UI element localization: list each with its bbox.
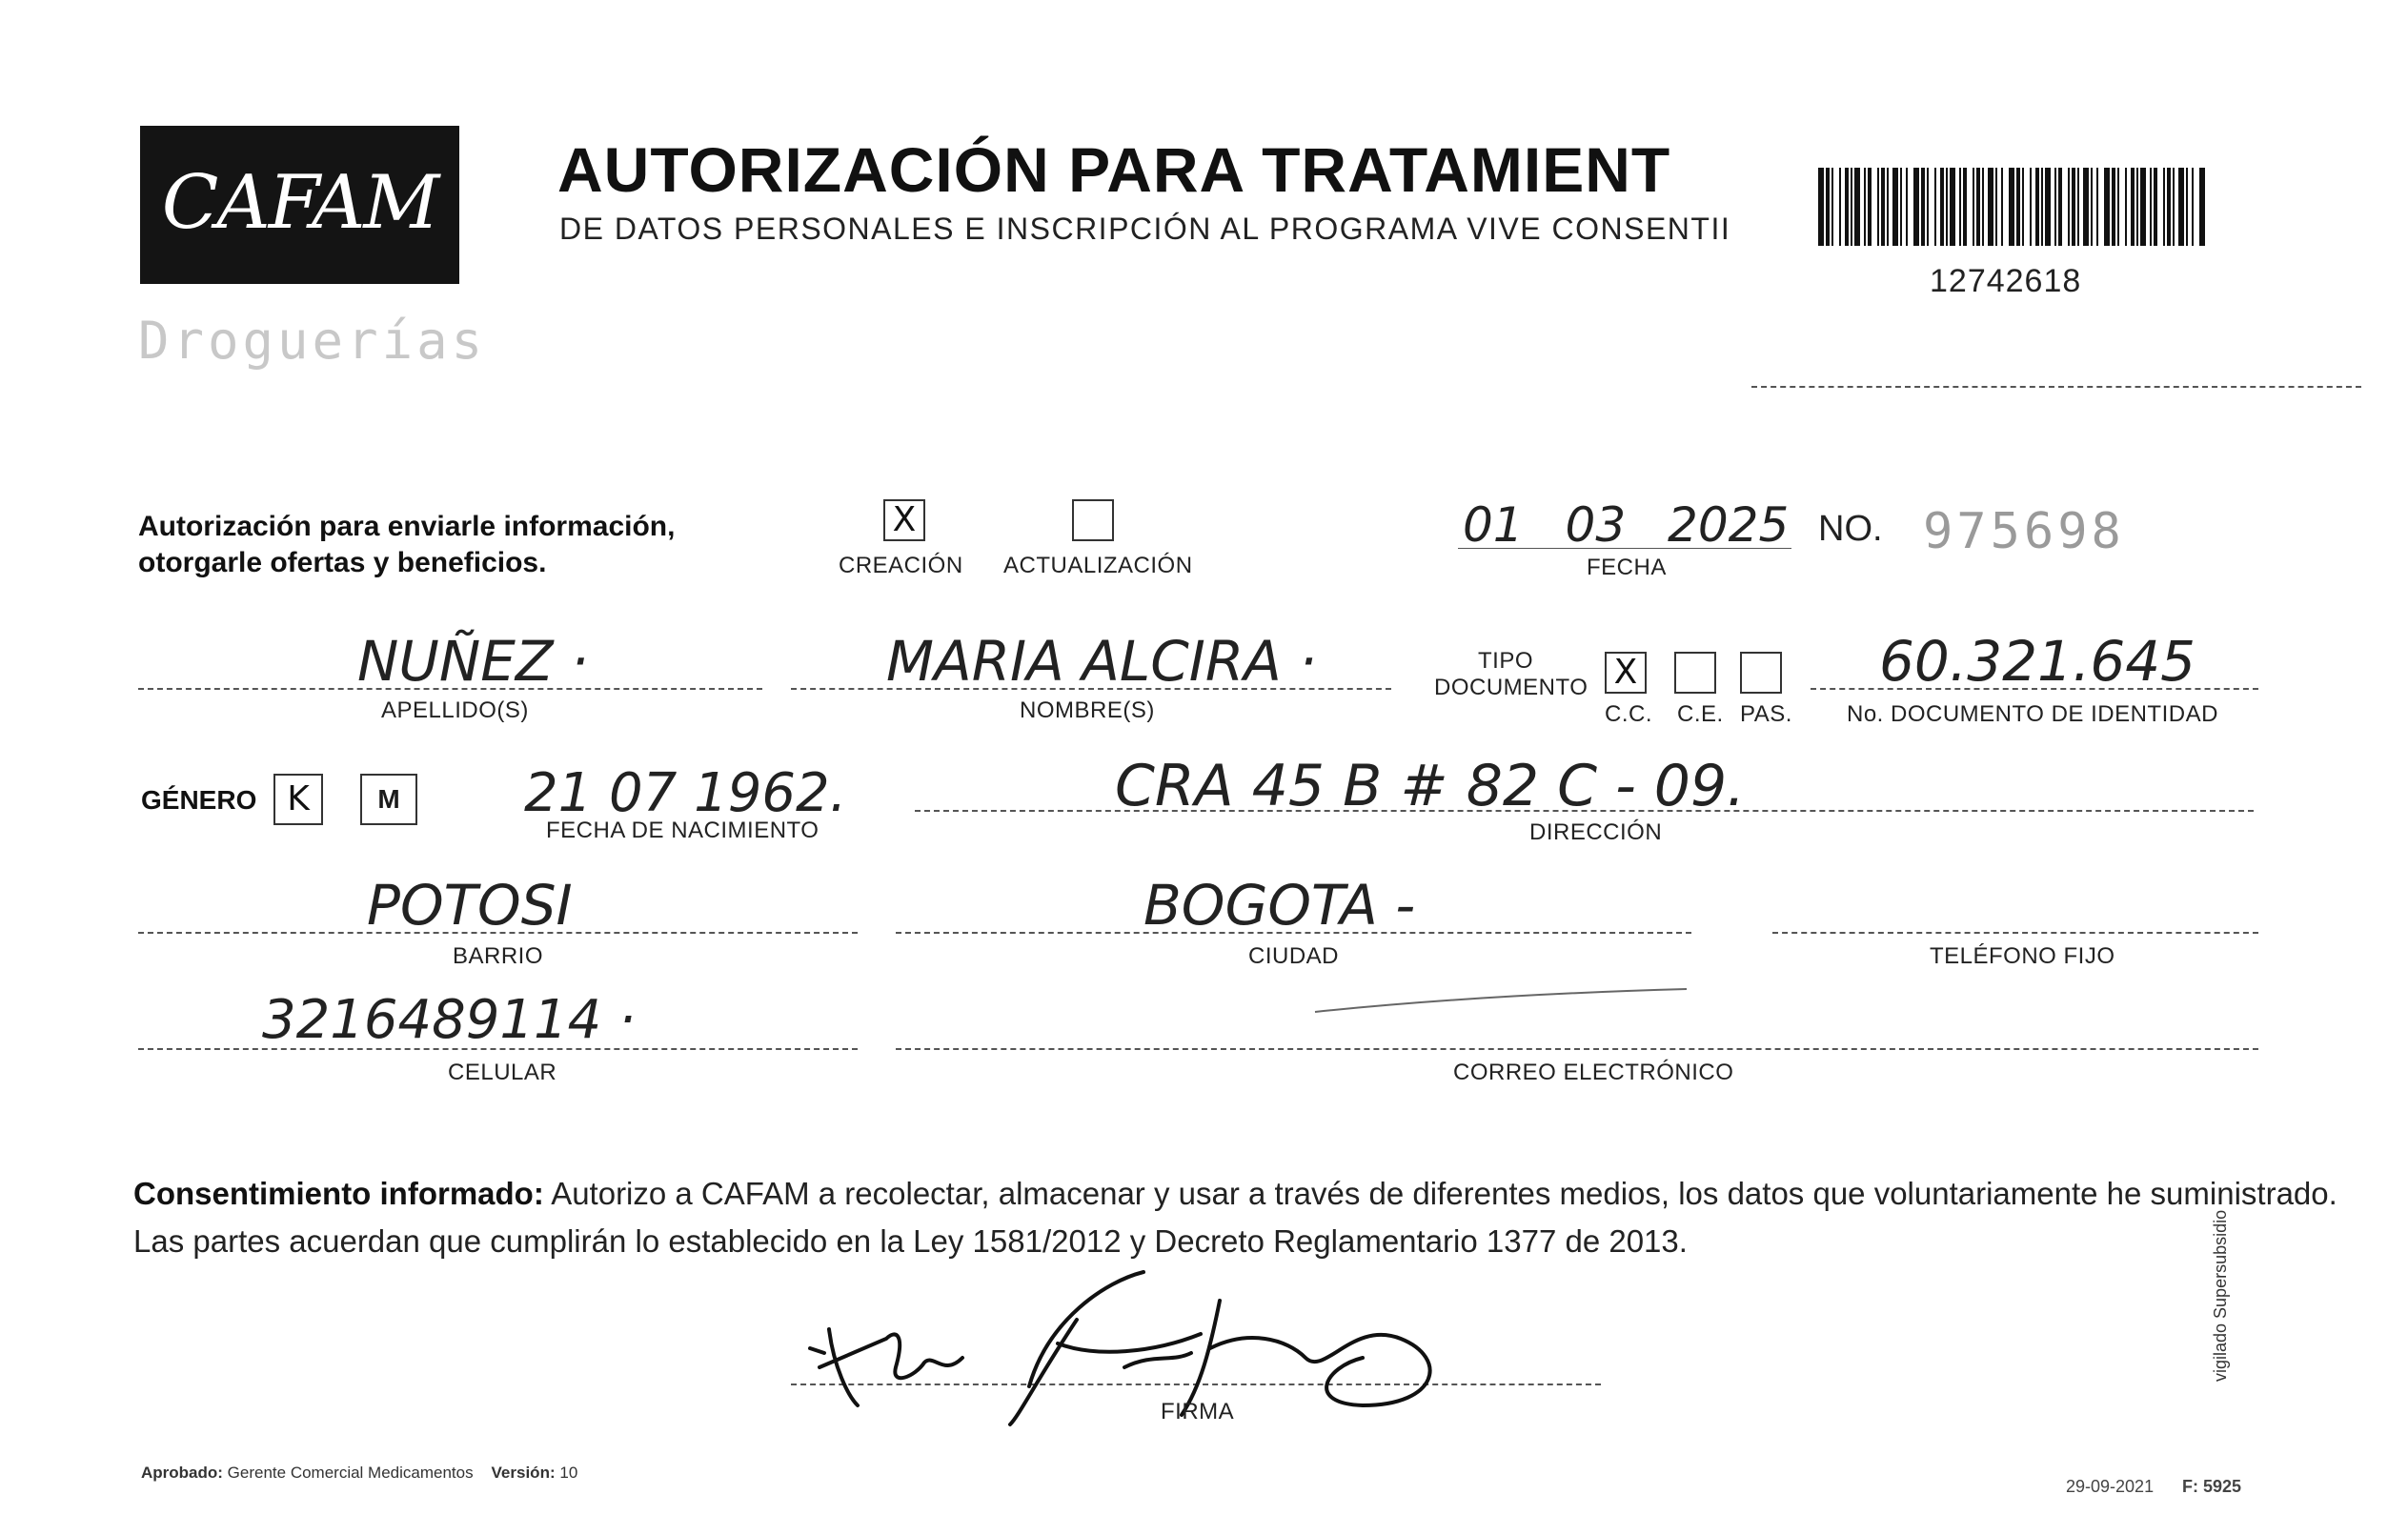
apellidos-value[interactable]: NUÑEZ ·: [357, 629, 589, 694]
barcode-bar: [2125, 168, 2127, 246]
barcode-bar: [2192, 168, 2194, 246]
creacion-label: CREACIÓN: [839, 553, 963, 578]
barcode-bar: [1900, 168, 1902, 246]
barcode-bar: [1963, 168, 1967, 246]
pas-label: PAS.: [1740, 701, 1792, 727]
barcode-bar: [1950, 168, 1955, 246]
logo-text: CAFAM: [161, 160, 438, 246]
authorization-text-line1: Autorización para enviarle información,: [138, 511, 676, 542]
barcode-bar: [2150, 168, 2152, 246]
barcode-number: 12742618: [1930, 263, 2082, 299]
fecha-label: FECHA: [1587, 555, 1667, 580]
document-subtitle: DE DATOS PERSONALES E INSCRIPCIÓN AL PROGRAMA VIVE CONSENTII: [559, 212, 1731, 246]
barcode-bar: [2112, 168, 2115, 246]
barcode-bar: [1959, 168, 1961, 246]
fecha-value: 01 03 2025: [1463, 497, 1790, 553]
barcode-bar: [1877, 168, 1879, 246]
barcode-bar: [2167, 168, 2171, 246]
apellidos-label: APELLIDO(S): [381, 697, 529, 723]
barcode-bar: [2035, 168, 2039, 246]
barcode-bar: [1881, 168, 1885, 246]
barcode-bar: [1976, 168, 1980, 246]
documento-value[interactable]: 60.321.645: [1879, 629, 2196, 694]
barcode-bar: [1921, 168, 1925, 246]
no-value: 975698: [1923, 503, 2125, 560]
barcode-bar: [1906, 168, 1908, 246]
signature: [791, 1262, 1477, 1434]
document-title: AUTORIZACIÓN PARA TRATAMIENT: [557, 134, 1671, 205]
footer-date: 29-09-2021: [2066, 1477, 2155, 1496]
correo-stray-stroke: [1310, 981, 1691, 1020]
barcode-bar: [2136, 168, 2138, 246]
footer-code: F: 5925: [2182, 1477, 2242, 1496]
barcode-bar: [2096, 168, 2098, 246]
version-label: Versión:: [491, 1464, 556, 1482]
direccion-label: DIRECCIÓN: [1529, 819, 1663, 845]
barrio-value[interactable]: POTOSI: [367, 873, 573, 938]
barcode-bar: [1845, 168, 1849, 246]
fecha-line: [1458, 548, 1791, 549]
consent-text-line2: Las partes acuerdan que cumplirán lo establecido en la Ley 1581/2012 y Decreto Reglamentario 1377 de 2013.: [133, 1223, 1688, 1259]
barcode-bar: [2030, 168, 2032, 246]
barcode-bar: [2178, 168, 2184, 246]
barcode-bar: [2173, 168, 2175, 246]
ce-label: C.E.: [1677, 701, 1724, 727]
consent-title: Consentimiento informado:: [133, 1176, 544, 1211]
barcode-bar: [2117, 168, 2119, 246]
barcode-bar: [1864, 168, 1866, 246]
barcode-bar: [1868, 168, 1872, 246]
barcode-bar: [1851, 168, 1852, 246]
correo-line: [896, 1048, 2258, 1050]
genero-m-checkbox[interactable]: [360, 774, 417, 825]
nacimiento-value[interactable]: 21 07 1962.: [524, 762, 847, 824]
barcode-bar: [1940, 168, 1944, 246]
logo-subtitle: Droguerías: [138, 311, 487, 371]
barcode-bar: [1839, 168, 1841, 246]
consent-paragraph: [133, 1170, 2337, 1218]
actualizacion-label: ACTUALIZACIÓN: [1003, 553, 1193, 578]
barcode-bar: [2054, 168, 2056, 246]
barcode-bar: [1887, 168, 1889, 246]
barcode-bar: [2068, 168, 2070, 246]
barcode-bar: [1913, 168, 1919, 246]
barrio-label: BARRIO: [453, 943, 544, 969]
tipo-documento-label: TIPO DOCUMENTO: [1434, 648, 1588, 700]
barcode-bar: [1946, 168, 1948, 246]
pas-checkbox[interactable]: [1740, 652, 1782, 694]
barcode-bar: [2001, 168, 2003, 246]
nombres-label: NOMBRE(S): [1020, 697, 1155, 723]
nacimiento-label: FECHA DE NACIMIENTO: [546, 818, 820, 843]
barcode-bar: [2131, 168, 2135, 246]
barcode-bar: [2077, 168, 2079, 246]
footer-approval: [141, 1464, 577, 1483]
barcode-bar: [1892, 168, 1898, 246]
cc-checkbox[interactable]: X: [1605, 652, 1647, 694]
actualizacion-checkbox[interactable]: [1072, 499, 1114, 541]
nombres-value[interactable]: MARIA ALCIRA ·: [886, 629, 1317, 694]
genero-f-checkbox[interactable]: K: [273, 774, 323, 825]
barcode-bar: [2058, 168, 2062, 246]
no-label: NO.: [1818, 509, 1883, 549]
ciudad-label: CIUDAD: [1248, 943, 1340, 969]
barcode-bar: [2104, 168, 2110, 246]
barcode-bar: [2016, 168, 2020, 246]
celular-label: CELULAR: [448, 1060, 557, 1085]
barcode-bar: [2163, 168, 2165, 246]
celular-value[interactable]: 3216489114 ·: [262, 989, 636, 1051]
barcode-bar: [1934, 168, 1936, 246]
consent-text: Autorizo a CAFAM a recolectar, almacenar y usar a través de diferentes medios, los datos que voluntariamente he suministrado.: [551, 1176, 2337, 1211]
barcode-bar: [2072, 168, 2075, 246]
barcode-bar: [1831, 168, 1833, 246]
barcode-bar: [2045, 168, 2051, 246]
telefono-label: TELÉFONO FIJO: [1930, 943, 2115, 969]
aprobado-value: Gerente Comercial Medicamentos: [227, 1464, 474, 1482]
barcode-bar: [1988, 168, 1993, 246]
barcode-bar: [2140, 168, 2146, 246]
barcode-bar: [2009, 168, 2014, 246]
barcode-bar: [1995, 168, 1997, 246]
direccion-value[interactable]: CRA 45 B # 82 C - 09.: [1115, 753, 1746, 819]
barcode-bar: [2083, 168, 2089, 246]
barcode-bar: [1973, 168, 1974, 246]
authorization-text-line2: otorgarle ofertas y beneficios.: [138, 547, 547, 578]
documento-label: No. DOCUMENTO DE IDENTIDAD: [1847, 701, 2218, 727]
cc-label: C.C.: [1605, 701, 1652, 727]
ciudad-value[interactable]: BOGOTA -: [1143, 873, 1416, 938]
telefono-line: [1772, 932, 2258, 934]
barcode-bar: [2041, 168, 2043, 246]
barcode-bar: [1818, 168, 1824, 246]
barcode-bar: [1927, 168, 1929, 246]
barcode-bar: [2154, 168, 2157, 246]
barcode-bar: [1826, 168, 1830, 246]
aprobado-label: Aprobado:: [141, 1464, 223, 1482]
ce-checkbox[interactable]: [1674, 652, 1716, 694]
correo-label: CORREO ELECTRÓNICO: [1453, 1060, 1734, 1085]
barcode-bar: [1854, 168, 1860, 246]
barcode-bar: [2199, 168, 2205, 246]
barcode-bar: [2091, 168, 2093, 246]
cafam-logo: [140, 126, 459, 284]
creacion-checkbox[interactable]: X: [883, 499, 925, 541]
genero-m-label: M: [377, 784, 400, 814]
barcode-bar: [2022, 168, 2024, 246]
header-rule: [1751, 386, 2361, 388]
side-text: vigilado Supersubsidio: [2211, 1209, 2230, 1382]
barcode: [1818, 168, 2209, 246]
barcode-bar: [1982, 168, 1984, 246]
barcode-bar: [2186, 168, 2188, 246]
genero-label: GÉNERO: [141, 785, 257, 815]
signature-label: FIRMA: [1161, 1399, 1235, 1424]
version-value: 10: [559, 1464, 578, 1482]
